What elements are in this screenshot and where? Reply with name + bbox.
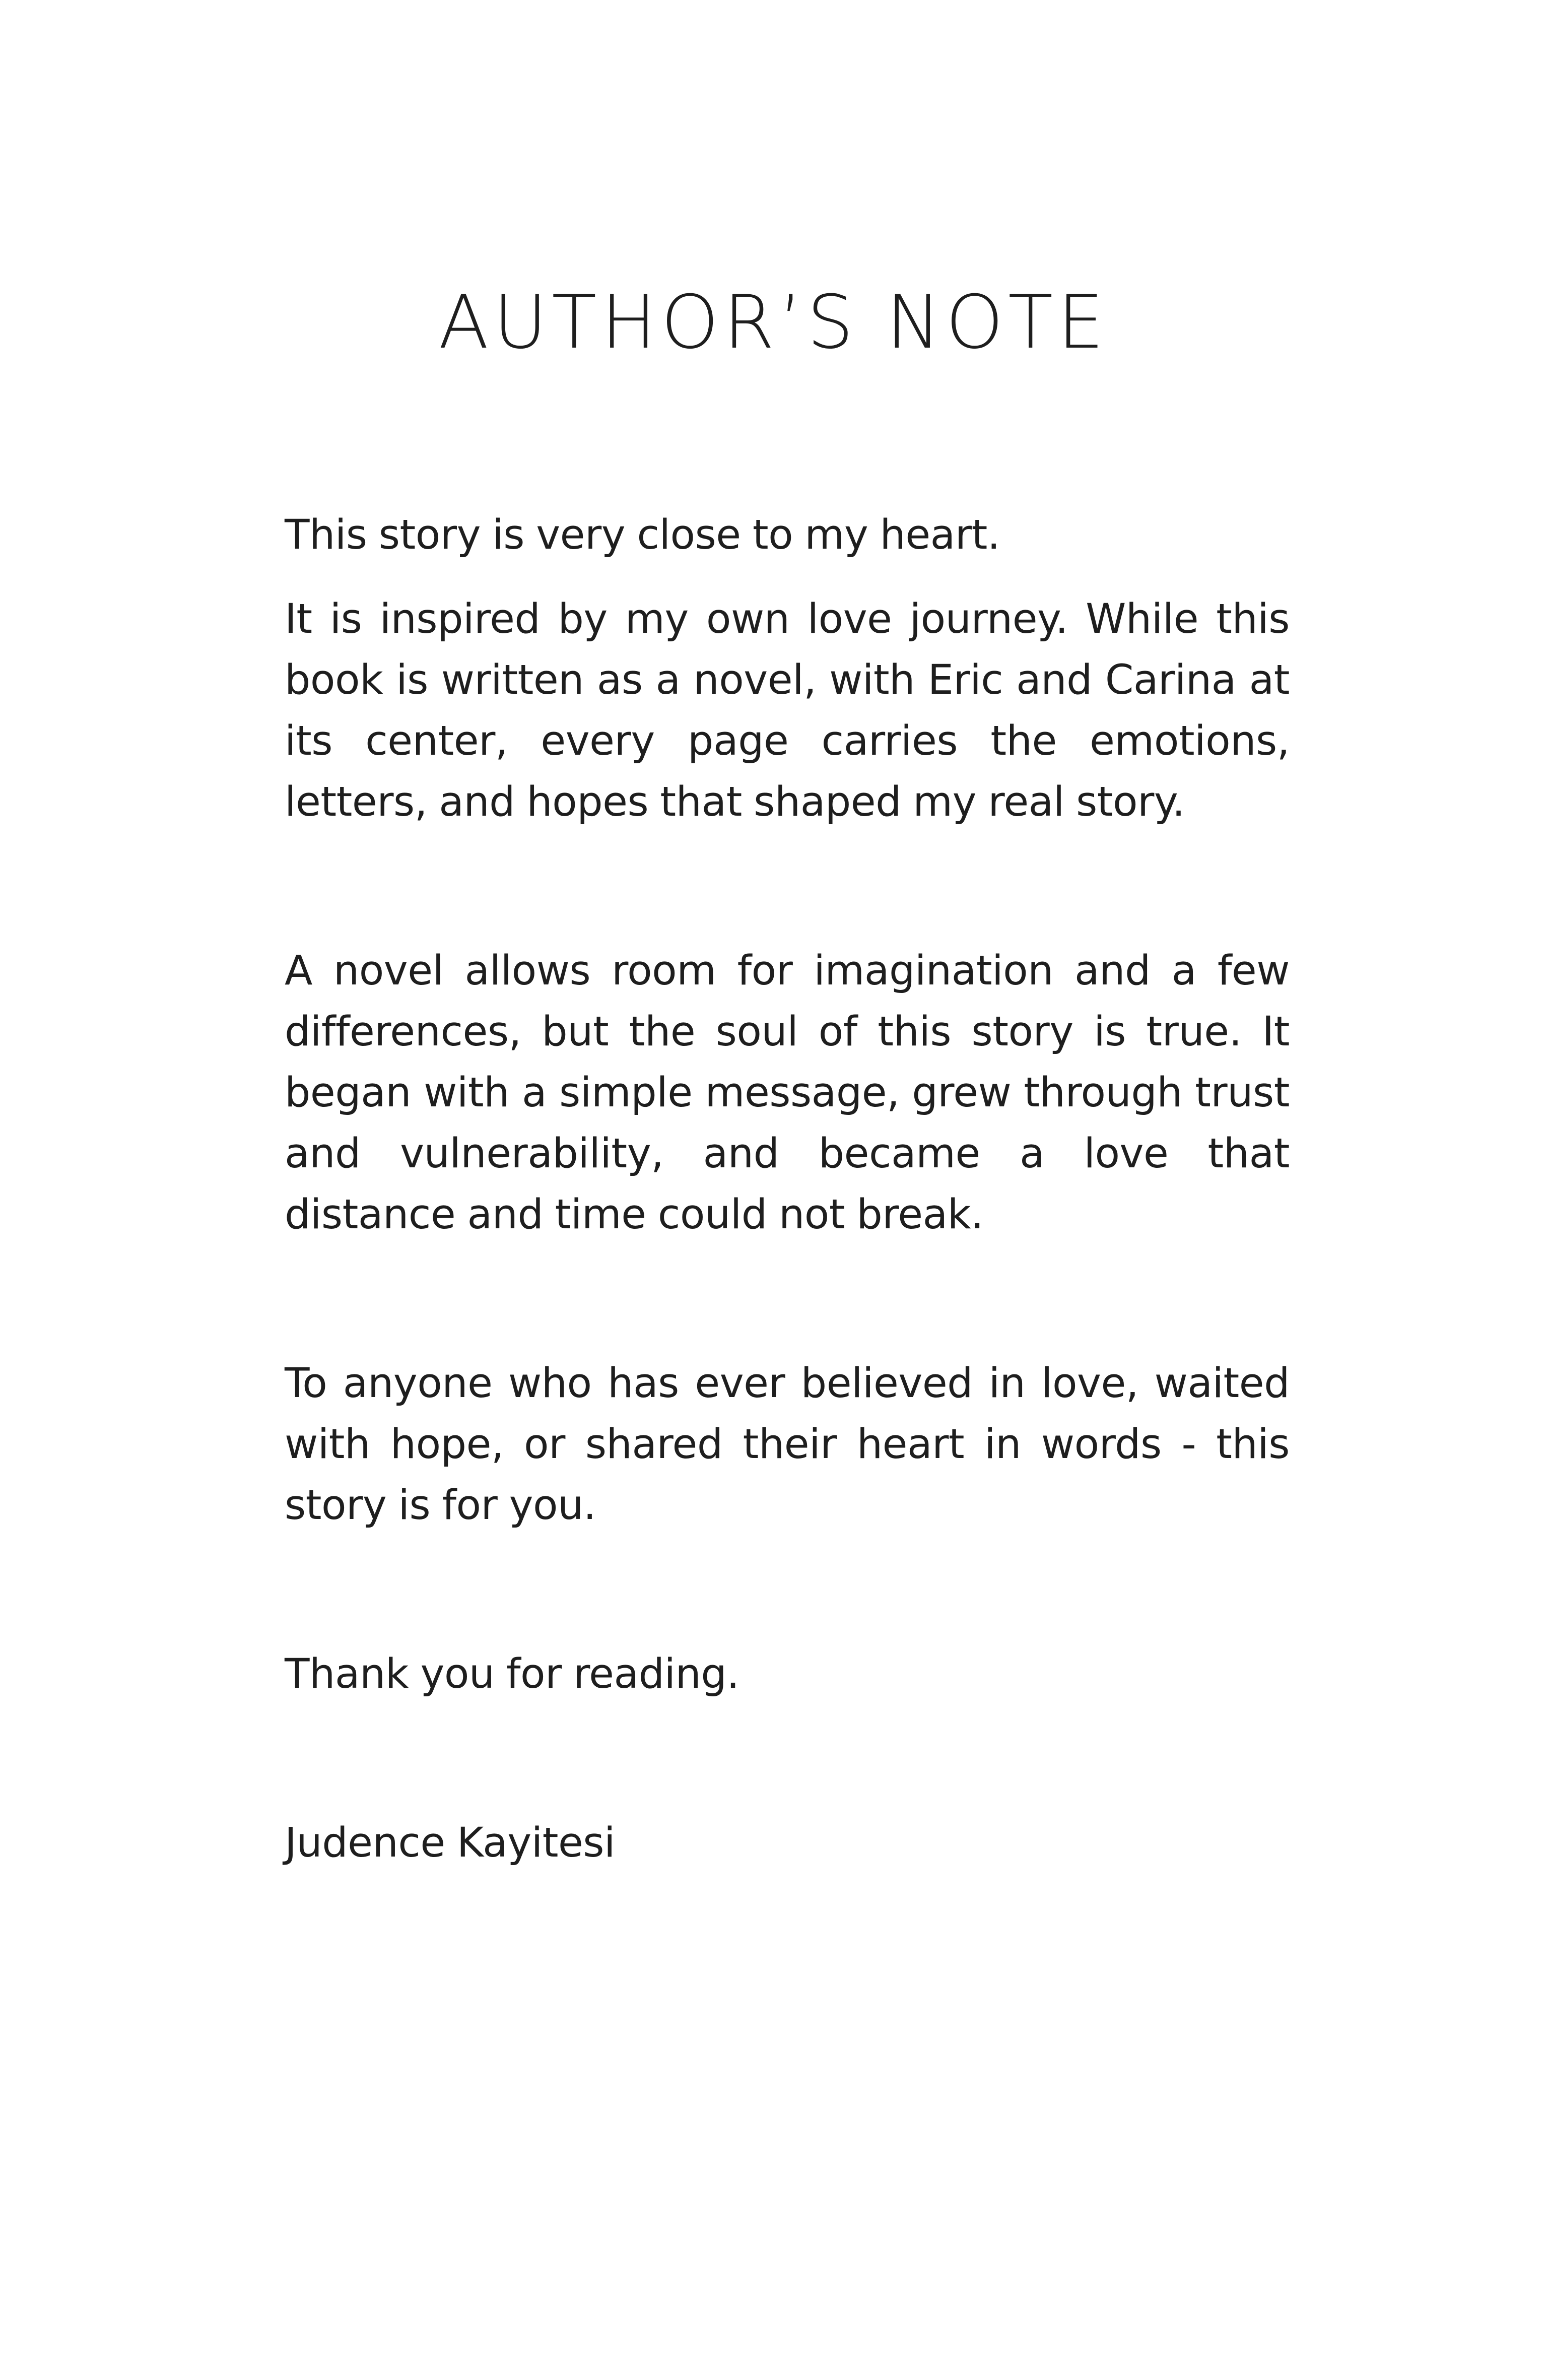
paragraph-intro: This story is very close to my heart. [285,511,1000,559]
paragraph-thanks: Thank you for reading. [285,1650,739,1698]
page-title: AUTHOR’S NOTE [438,280,1109,365]
paragraph-inspiration: It is inspired by my own love journey. While this book is written as a novel, with Eric and Carina at its center, every page carries the emotions, letters, and hopes that shaped my real story. [285,596,1290,826]
paragraph-novel: A novel allows room for imagination and a few differences, but the soul of this story is true. It began with a simple message, grew through trust and vulnerability, and became a love that distance and time could not break. [285,947,1290,1238]
paragraph-dedication: To anyone who has ever believed in love, waited with hope, or shared their heart in words - this story is for you. [285,1360,1290,1529]
note-body [285,505,1290,1874]
author-signature: Judence Kayitesi [285,1819,615,1867]
